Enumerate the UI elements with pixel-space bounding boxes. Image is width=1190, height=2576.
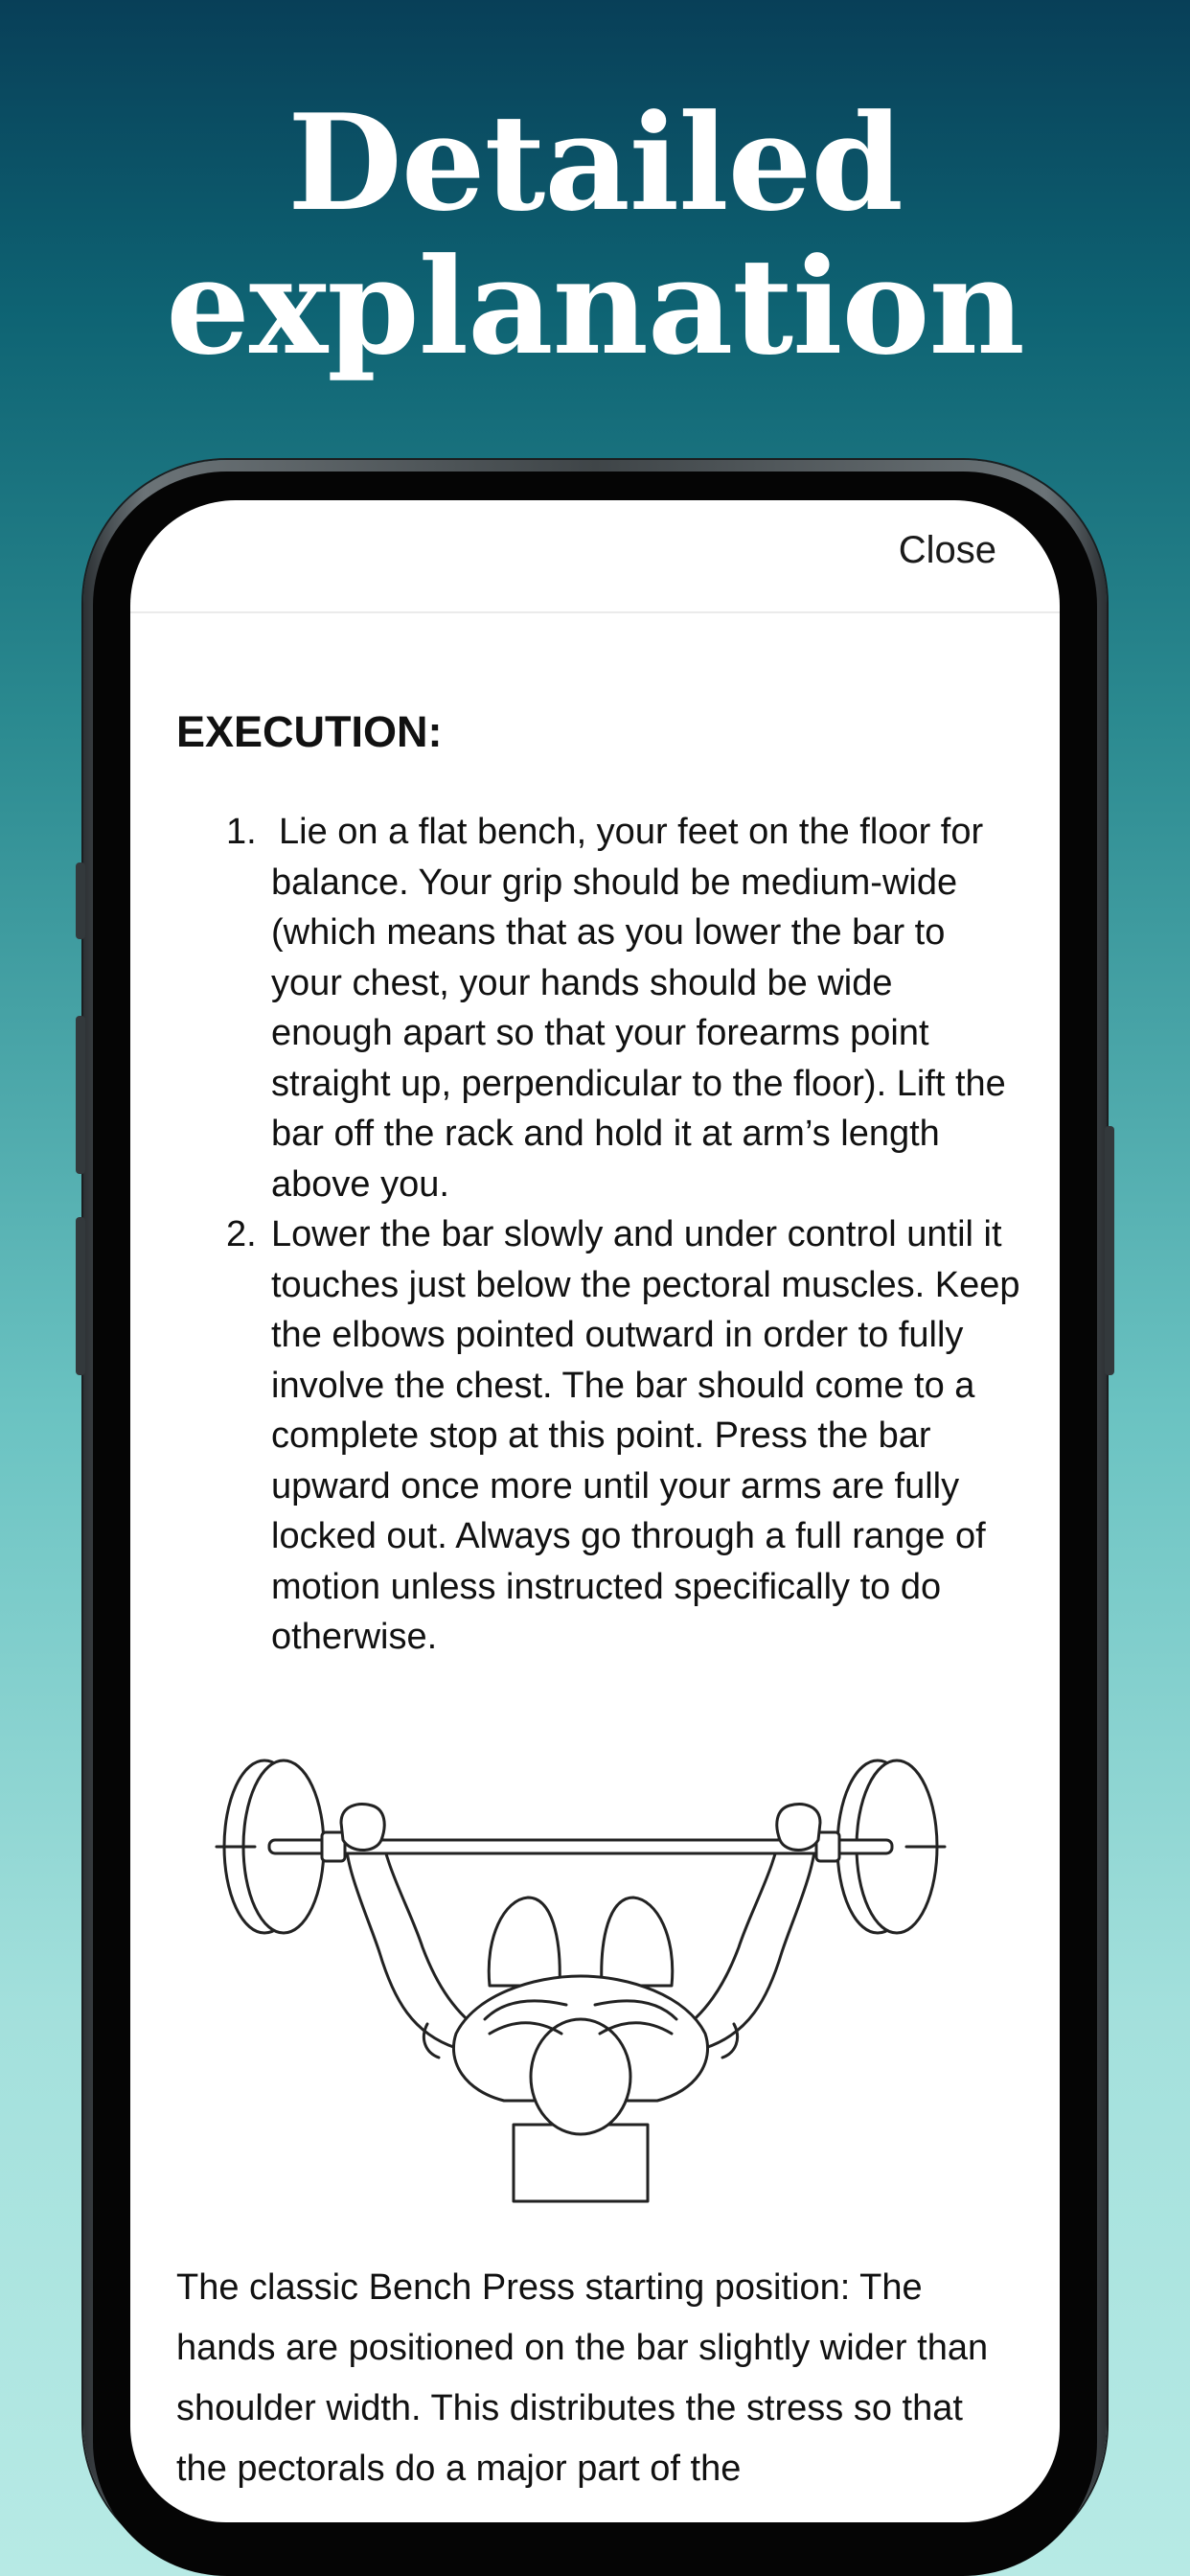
modal-top-bar [130,500,1060,613]
phone-power-button [1105,1126,1114,1375]
bench-shape [514,2125,648,2201]
headline [0,84,1190,384]
section-title: EXECUTION: [176,707,443,756]
phone-volume-down-button [76,1217,85,1375]
right-arm-shape [676,1823,816,2048]
head-shape [531,2019,630,2134]
phone-silent-switch [76,862,85,939]
step-number: 2. [226,1214,257,1254]
step-text: Lie on a flat bench, your feet on the floor for balance. Your grip should be medium-wide (which means that as you lower the bar to your chest, your hands should be wide enough apart so that your forearms point straight up, perpendicular to the floor). Lift the bar off the rack and hold it at arm’s length above you. [271,812,1006,1205]
right-leg-shape [602,1898,673,1986]
left-leg-shape [489,1898,560,1986]
phone-volume-up-button [76,1016,85,1174]
execution-steps-list [226,807,1021,1663]
exercise-detail-screen [130,500,1060,2522]
left-hand-shape [341,1805,384,1851]
bench-press-illustration [197,1746,964,2225]
list-item [226,1209,1021,1663]
step-text: Lower the bar slowly and under control until it touches just below the pectoral muscles. Keep the elbows pointed outward in order to fully involve the chest. The bar should come to a complete stop at this point. Press the bar upward once more until your arms are fully locked out. Always go through a full range of motion unless instructed specifically to do otherwise. [271,1214,1020,1657]
headline-line-1: Detailed [287,84,903,241]
illustration-caption: The classic Bench Press starting position: The hands are positioned on the bar slightly wider than shoulder width. This distributes the stress so that the pectorals do a major part of the [176,2267,989,2489]
left-arm-shape [345,1823,485,2048]
headline-line-2: explanation [166,228,1024,384]
close-button[interactable]: Close [898,529,996,571]
list-item [226,807,1021,1209]
right-hand-shape [777,1805,820,1851]
step-number: 1. [226,812,257,852]
